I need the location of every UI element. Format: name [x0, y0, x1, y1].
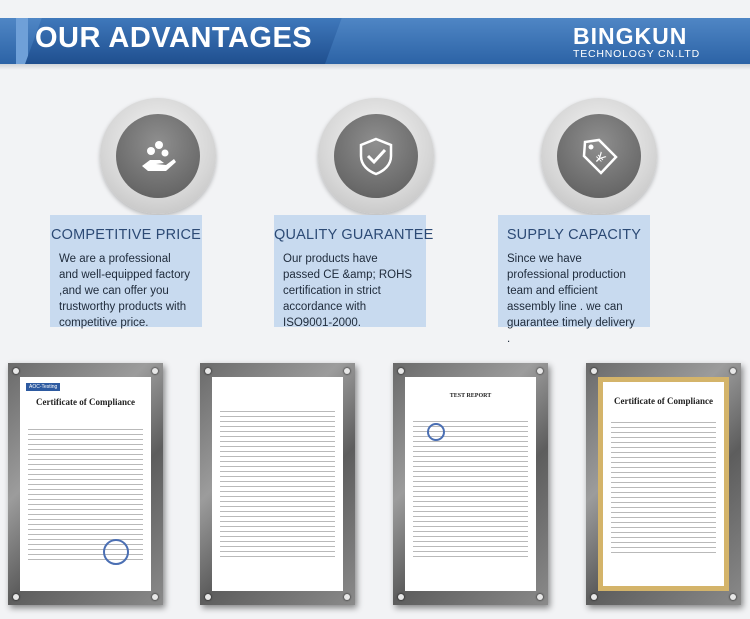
money-hand-icon — [100, 98, 216, 214]
shield-check-icon — [318, 98, 434, 214]
certificate-frame — [586, 363, 741, 605]
certificate-document — [598, 377, 729, 591]
price-tag-yen-icon — [541, 98, 657, 214]
brand-name: BINGKUN — [573, 23, 688, 49]
advantage-title: SUPPLY CAPACITY — [506, 227, 642, 243]
advantage-text: Our products have passed CE &amp; ROHS certification in strict accordance with ISO9001-2000. — [283, 253, 413, 329]
certificate-heading: Certificate of Compliance — [36, 397, 135, 407]
certificate-text-lines — [28, 425, 143, 561]
brand-logo — [573, 24, 700, 60]
advantage-title: QUALITY GUARANTEE — [274, 227, 434, 243]
certificate-frame — [8, 363, 163, 605]
advantage-card-supply — [498, 215, 650, 345]
certificate-document — [212, 377, 343, 591]
certificate-document — [405, 377, 536, 591]
advantage-card-quality — [274, 215, 434, 329]
certificate-document — [20, 377, 151, 591]
certificate-seal — [103, 539, 129, 565]
advantage-card-price — [50, 215, 202, 327]
certificate-frame — [200, 363, 355, 605]
certificate-logo: AOC-Testing — [26, 383, 60, 391]
banner-shadow — [0, 64, 750, 70]
brand-subtitle: TECHNOLOGY CN.LTD — [573, 48, 700, 60]
advantage-text: We are a professional and well-equipped factory ,and we can offer you trustworthy products with competitive price. — [59, 253, 191, 329]
certificate-text-lines — [611, 418, 716, 556]
header-banner — [0, 18, 750, 64]
page-title: OUR ADVANTAGES — [35, 22, 313, 54]
certificate-heading: TEST REPORT — [449, 393, 492, 399]
certificate-seal — [427, 423, 445, 441]
certificate-heading: Certificate of Compliance — [614, 396, 713, 406]
certificate-text-lines — [220, 407, 335, 561]
certificate-frame — [393, 363, 548, 605]
advantage-title: COMPETITIVE PRICE — [50, 227, 202, 243]
svg-text:¥: ¥ — [590, 149, 609, 168]
advantage-text: Since we have professional production team and efficient assembly line . we can guarantee timely delivery . — [507, 253, 635, 345]
